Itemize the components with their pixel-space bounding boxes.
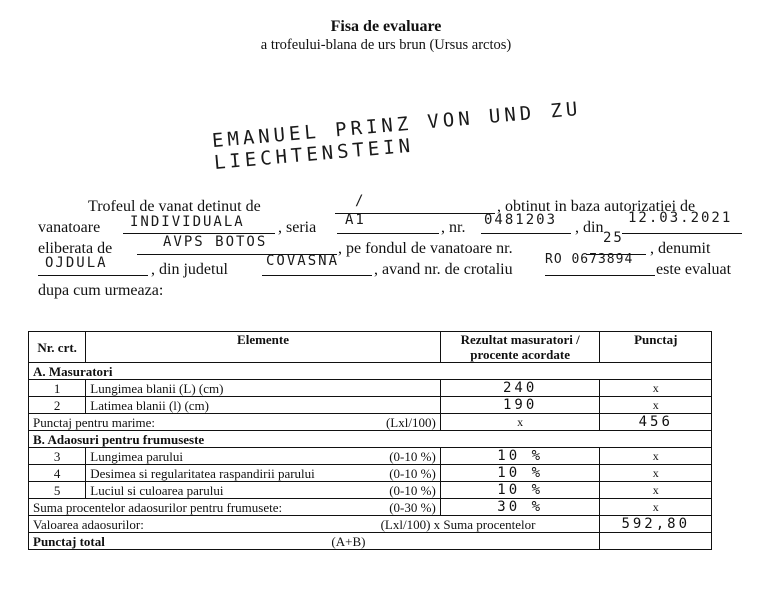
- evaluation-table: [28, 331, 712, 550]
- fill-crotaliu: RO 0673894: [545, 252, 634, 267]
- para-text-6: , din: [575, 219, 604, 236]
- row-rezultat: 190: [440, 397, 600, 414]
- row-label: Latimea blanii (l) (cm): [86, 397, 441, 414]
- table-header-row: [29, 332, 712, 363]
- para-text-10: , din judetul: [151, 261, 228, 278]
- total-row: [29, 533, 712, 550]
- suma-rezultat: 30 %: [440, 499, 600, 516]
- row-label-cell: [86, 465, 441, 482]
- row-punctaj: x: [600, 380, 712, 397]
- marime-row: [29, 414, 712, 431]
- row-range: (0-10 %): [389, 482, 436, 498]
- row-label-cell: [86, 482, 441, 499]
- para-text-5: , nr.: [441, 219, 466, 236]
- para-text-4: , seria: [278, 219, 317, 236]
- row-nr: 5: [29, 482, 86, 499]
- suma-punctaj: x: [600, 499, 712, 516]
- marime-cell: [29, 414, 441, 431]
- section-b-row: [29, 431, 712, 448]
- row-punctaj: x: [600, 397, 712, 414]
- suma-range: (0-30 %): [389, 499, 436, 515]
- header-rezultat: Rezultat masuratori / procente acordate: [440, 332, 600, 363]
- document-subtitle: a trofeului-blana de urs brun (Ursus arctos): [260, 37, 512, 53]
- valoarea-formula: (Lxl/100) x Suma procentelor: [380, 516, 536, 532]
- document-title: Fisa de evaluare: [330, 18, 442, 35]
- fill-data: 12.03.2021: [628, 210, 733, 226]
- para-text-3: vanatoare: [38, 219, 101, 236]
- table-row: [29, 482, 712, 499]
- row-label: Luciul si culoarea parului: [90, 482, 224, 498]
- fill-seria: A1: [345, 212, 366, 228]
- table-row: [29, 397, 712, 414]
- header-nr: Nr. crt.: [29, 332, 86, 363]
- suma-row: [29, 499, 712, 516]
- row-nr: 3: [29, 448, 86, 465]
- row-label: Desimea si regularitatea raspandirii parului: [90, 465, 315, 481]
- table-row: [29, 465, 712, 482]
- valoarea-punctaj: 592,80: [600, 516, 712, 533]
- fill-eliberata: AVPS BOTOS: [163, 234, 268, 250]
- row-label: Lungimea parului: [90, 448, 184, 464]
- para-text-13: dupa cum urmeaza:: [38, 282, 164, 299]
- section-a-row: [29, 363, 712, 380]
- blank-judet: [262, 275, 372, 276]
- fill-autorizatie: INDIVIDUALA: [130, 214, 245, 230]
- header-elemente: Elemente: [86, 332, 441, 363]
- fill-fond-nr: 25: [603, 230, 624, 246]
- section-a-label: A. Masuratori: [29, 363, 712, 380]
- section-b-label: B. Adaosuri pentru frumuseste: [29, 431, 712, 448]
- header-punctaj: Punctaj: [600, 332, 712, 363]
- row-punctaj: x: [600, 448, 712, 465]
- blank-crotaliu: [545, 275, 655, 276]
- table-row: [29, 380, 712, 397]
- valoarea-row: [29, 516, 712, 533]
- marime-punctaj: 456: [600, 414, 712, 431]
- table-row: [29, 448, 712, 465]
- blank-seria: [337, 233, 439, 234]
- row-nr: 2: [29, 397, 86, 414]
- row-rezultat: 10 %: [440, 482, 600, 499]
- total-punctaj: [600, 533, 712, 550]
- para-text-1: Trofeul de vanat detinut de: [88, 198, 261, 215]
- row-label: Lungimea blanii (L) (cm): [86, 380, 441, 397]
- row-nr: 1: [29, 380, 86, 397]
- total-cell: [29, 533, 600, 550]
- total-label: Punctaj total: [33, 533, 105, 549]
- suma-cell: [29, 499, 441, 516]
- para-text-9: , denumit: [650, 240, 711, 257]
- row-nr: 4: [29, 465, 86, 482]
- marime-label: Punctaj pentru marime:: [33, 414, 156, 430]
- marime-rezultat: x: [440, 414, 600, 431]
- valoarea-label: Valoarea adaosurilor:: [33, 516, 144, 532]
- marime-formula: (Lxl/100): [385, 414, 436, 430]
- blank-denumit: [38, 275, 148, 276]
- row-rezultat: 10 %: [440, 465, 600, 482]
- blank-data: [622, 233, 742, 234]
- fill-detinut: /: [355, 193, 366, 209]
- valoarea-cell: [29, 516, 600, 533]
- owner-handwritten: EMANUEL PRINZ VON UND ZU LIECHTENSTEIN: [211, 97, 583, 174]
- para-text-8: , pe fondul de vanatoare nr.: [338, 240, 513, 257]
- para-text-11: , avand nr. de crotaliu: [374, 261, 513, 278]
- blank-nr: [481, 233, 571, 234]
- suma-label: Suma procentelor adaosurilor pentru frumusete:: [33, 499, 283, 515]
- para-text-7: eliberata de: [38, 240, 113, 257]
- fill-nr: 0481203: [484, 212, 558, 228]
- row-label-cell: [86, 448, 441, 465]
- para-text-2: , obtinut in baza autorizatiei de: [497, 198, 696, 215]
- row-range: (0-10 %): [389, 465, 436, 481]
- row-range: (0-10 %): [389, 448, 436, 464]
- fill-denumit: OJDULA: [45, 255, 108, 271]
- total-formula: (A+B): [331, 533, 366, 549]
- fill-judet: COVASNA: [266, 253, 340, 269]
- para-text-12: este evaluat: [656, 261, 732, 278]
- row-punctaj: x: [600, 465, 712, 482]
- row-punctaj: x: [600, 482, 712, 499]
- row-rezultat: 240: [440, 380, 600, 397]
- row-rezultat: 10 %: [440, 448, 600, 465]
